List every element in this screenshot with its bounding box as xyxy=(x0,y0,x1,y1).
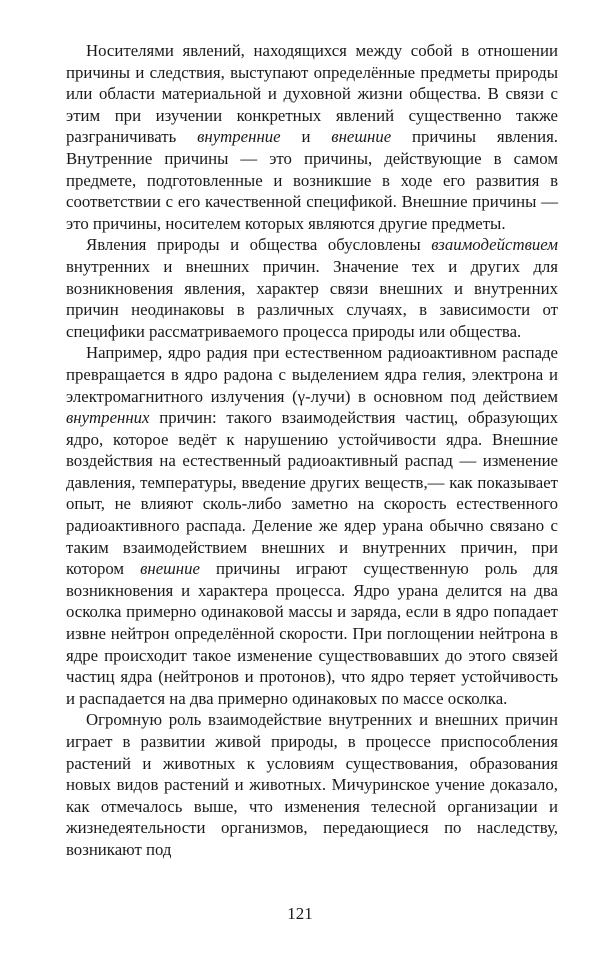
page-body xyxy=(66,40,558,861)
emphasis-text: внешние xyxy=(331,127,392,147)
emphasis-text: внешние xyxy=(140,559,200,579)
paragraph xyxy=(66,709,558,860)
text-run: Например, ядро радия при естественном радиоактивном распаде превращается в ядро радона с выделением ядра гелия, электрона и электромагнитного излучения (γ-лучи) в основном под действием xyxy=(66,343,558,406)
text-run: и xyxy=(280,127,332,147)
text-run: Огромную роль взаимодействие внутренних и внешних причин играет в развитии живой природы, в процессе приспособления растений и животных к условиям существования, образования новых видов растений и животных. Мичуринское учение доказало, как отмечалось выше, что изменения телесной организации и жизнедеятельности организмов, передающиеся по наследству, возникают под xyxy=(66,710,558,859)
paragraph xyxy=(66,234,558,342)
paragraph xyxy=(66,342,558,709)
text-run: Явления природы и общества обусловлены xyxy=(86,235,432,255)
paragraph xyxy=(66,40,558,234)
emphasis-text: внутренние xyxy=(197,127,281,147)
text-run: внутренних и внешних причин. Значение тех и других для возникновения явления, характер связи внешних и внутренних причин неодинаковы в различных случаях, в зависимости от специфики рассматриваемого процесса природы или общества. xyxy=(66,256,558,341)
page-number: 121 xyxy=(287,904,313,923)
text-run: причины явления. Внутренние причины — это причины, действующие в самом предмете, подготовленные и возникшие в ходе его развития в соответствии с его качественной спецификой. Внешние причины — это причины, носителем которых являются другие предметы. xyxy=(66,127,558,233)
emphasis-text: взаимодействием xyxy=(431,235,558,255)
emphasis-text: внутренних xyxy=(66,408,150,428)
text-run: Носителями явлений, находящихся между собой в отношении причины и следствия, выступают определённые предметы природы или области материальной и духовной жизни общества. В связи с этим при изучении конкретных явлений существенно также разграничивать xyxy=(66,41,558,147)
text-run: причин: такого взаимодействия частиц, образующих ядро, которое ведёт к нарушению устойчивости ядра. Внешние воздействия на естественный радиоактивный распад — изменение давления, температуры, введение других веществ,— как показывает опыт, не влияют сколь-либо заметно на скорость естественного радиоактивного распада. Деление же ядер урана обычно связано с таким взаимодействием внешних и внутренних причин, при котором xyxy=(66,408,558,579)
text-run: причины играют существенную роль для возникновения и характера процесса. Ядро урана делится на два осколка примерно одинаковой массы и заряда, если в ядро попадает извне нейтрон определённой скорости. При поглощении нейтрона в ядре происходит такое изменение существовавших до этого связей частиц ядра (нейтронов и протонов), что ядро теряет устойчивость и распадается на два примерно одинаковых по массе осколка. xyxy=(66,559,558,708)
